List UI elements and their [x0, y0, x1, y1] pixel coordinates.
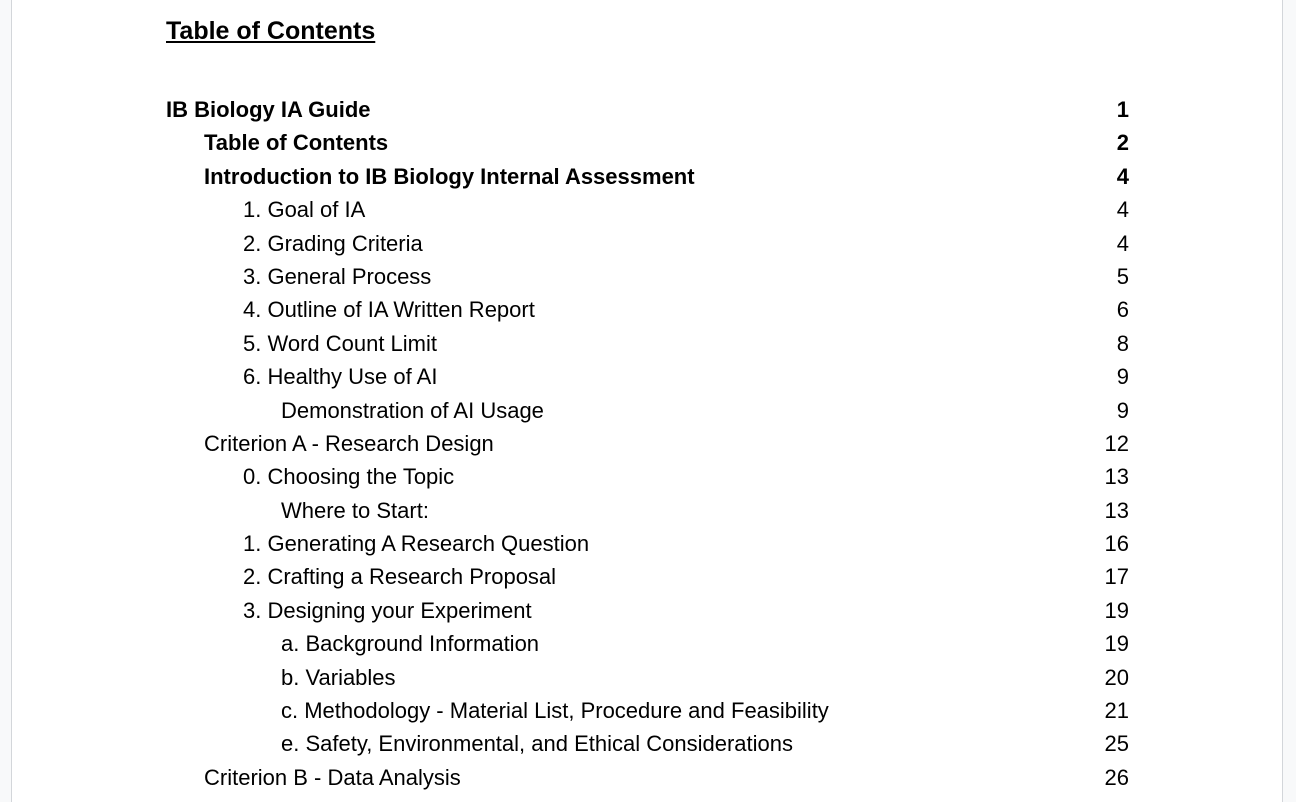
- toc-entry-page: 9: [1116, 397, 1129, 423]
- toc-entry-label[interactable]: Table of Contents: [204, 130, 389, 156]
- toc-entry-label[interactable]: 1. Generating A Research Question: [243, 531, 590, 557]
- toc-entry[interactable]: [12, 260, 1283, 293]
- toc-entry-page: 21: [1104, 698, 1129, 724]
- toc-entry-label[interactable]: b. Variables: [281, 664, 396, 690]
- toc-entry-label[interactable]: Criterion A - Research Design: [204, 430, 494, 456]
- toc-entry[interactable]: [12, 193, 1283, 226]
- toc-entry-page: 26: [1104, 764, 1129, 790]
- toc-entry-label[interactable]: IB Biology IA Guide: [166, 97, 371, 122]
- toc-entry-page: 20: [1104, 664, 1129, 690]
- toc-entry[interactable]: [12, 661, 1283, 694]
- toc-entry[interactable]: [12, 761, 1283, 794]
- toc-entry[interactable]: [12, 427, 1283, 460]
- toc-entry-page: 16: [1104, 531, 1129, 557]
- toc-entry[interactable]: [12, 394, 1283, 427]
- toc-entry-label[interactable]: 3. Designing your Experiment: [243, 597, 532, 623]
- toc-entry-page: 4: [1116, 230, 1129, 256]
- toc-entry[interactable]: [12, 293, 1283, 326]
- toc-entry[interactable]: [12, 627, 1283, 660]
- toc-entry-page: 9: [1116, 364, 1129, 390]
- toc-entry-page: 17: [1104, 564, 1129, 590]
- toc-entry-page: 13: [1104, 464, 1129, 490]
- toc-entry-label[interactable]: 6. Healthy Use of AI: [243, 364, 438, 390]
- toc-entry-page: 5: [1116, 263, 1129, 289]
- toc-entry[interactable]: [12, 227, 1283, 260]
- toc-entry[interactable]: [12, 527, 1283, 560]
- toc-entry-label[interactable]: Criterion B - Data Analysis: [204, 764, 461, 790]
- toc-heading: Table of Contents: [166, 17, 376, 45]
- toc-entry-label[interactable]: Where to Start:: [281, 497, 429, 523]
- toc-entry-page: 12: [1104, 430, 1129, 456]
- toc-entry-label[interactable]: Demonstration of AI Usage: [281, 397, 544, 423]
- document-page: [11, 0, 1283, 802]
- toc-entry[interactable]: [12, 327, 1283, 360]
- toc-entry-page: 4: [1116, 197, 1129, 223]
- toc-entry-page: 19: [1104, 597, 1129, 623]
- toc-entry-label[interactable]: 3. General Process: [243, 263, 432, 289]
- toc-entry-page: 13: [1104, 497, 1129, 523]
- toc-entry-label[interactable]: 2. Grading Criteria: [243, 230, 423, 256]
- toc-entry[interactable]: [12, 560, 1283, 593]
- toc-entry-label[interactable]: 2. Crafting a Research Proposal: [243, 564, 557, 590]
- toc-entry[interactable]: [12, 360, 1283, 393]
- toc-entry-label[interactable]: a. Background Information: [281, 631, 540, 657]
- toc-entry-page: 19: [1104, 631, 1129, 657]
- toc-entry[interactable]: [12, 727, 1283, 760]
- toc-entry-page: 1: [1116, 97, 1129, 122]
- toc-entry-page: 4: [1116, 163, 1129, 189]
- toc-entry-label[interactable]: 5. Word Count Limit: [243, 330, 438, 356]
- toc-entry-label[interactable]: c. Methodology - Material List, Procedure and Feasibility: [281, 698, 829, 724]
- toc-entry[interactable]: [12, 93, 1283, 126]
- toc-entry-label[interactable]: 0. Choosing the Topic: [243, 464, 455, 490]
- toc-entry-label[interactable]: 1. Goal of IA: [243, 197, 366, 223]
- toc-entry[interactable]: [12, 694, 1283, 727]
- toc-entry-page: 6: [1116, 297, 1129, 323]
- toc-entry-label[interactable]: 4. Outline of IA Written Report: [243, 297, 535, 323]
- toc-entry[interactable]: [12, 126, 1283, 159]
- toc-entry[interactable]: [12, 594, 1283, 627]
- toc-entry[interactable]: [12, 160, 1283, 193]
- toc-entry[interactable]: [12, 460, 1283, 493]
- toc-entry-page: 25: [1104, 731, 1129, 757]
- toc-entry-page: 8: [1116, 330, 1129, 356]
- toc-entry-page: 2: [1116, 130, 1129, 156]
- toc-entry-label[interactable]: Introduction to IB Biology Internal Assessment: [204, 163, 695, 189]
- toc-list: [12, 93, 1283, 794]
- toc-entry[interactable]: [12, 494, 1283, 527]
- toc-entry-label[interactable]: e. Safety, Environmental, and Ethical Considerations: [281, 731, 793, 757]
